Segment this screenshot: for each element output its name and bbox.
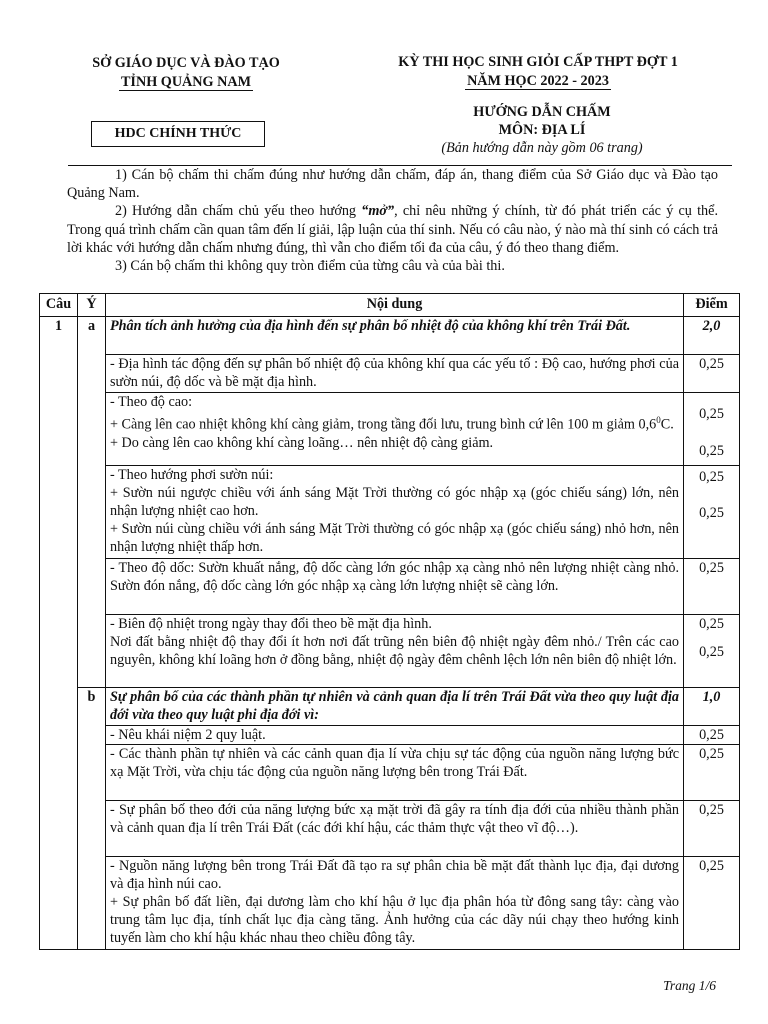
points-cell: 0,25 [684,857,740,950]
points-cell: 0,25 0,25 [684,615,740,688]
part-a-row-3: - Theo hướng phơi sườn núi: + Sườn núi ngược chiều với ánh sáng Mặt Trời thường có góc nhập xạ (góc chiếu sáng) lớn, nên nhận lượng nhiệt cao hơn. + Sườn núi cùng chiều với ánh sáng Mặt Trời thường có góc nhập xạ (góc chiếu sáng) nhỏ hơn, nên nhận lượng nhiệt thấp hơn. [106,466,684,559]
points-cell: 0,25 [684,745,740,801]
col-header-content: Nội dung [106,294,684,317]
part-b-row-1: - Nêu khái niệm 2 quy luật. [106,726,684,745]
table-row [40,745,740,801]
part-a-row-4: - Theo độ dốc: Sườn khuất nắng, độ dốc càng lớn góc nhập xạ càng nhỏ nên lượng nhiệt càng nhỏ. Sườn đón nắng, độ dốc càng lớn góc nhập xạ càng lớn lượng nhiệt sẽ càng lớn. [106,559,684,615]
official-badge: HDC CHÍNH THỨC [91,121,265,147]
grading-table [39,293,740,950]
part-a-title: Phân tích ảnh hưởng của địa hình đến sự phân bố nhiệt độ của không khí trên Trái Đất. [106,317,684,355]
subject-title: MÔN: ĐỊA LÍ [498,122,586,138]
exam-name: KỲ THI HỌC SINH GIỎI CẤP THPT ĐỢT 1 [398,54,678,70]
part-a-row-5: - Biên độ nhiệt trong ngày thay đổi theo bề mặt địa hình. Nơi đất bằng nhiệt độ thay đổi ít hơn nơi đất trũng nên biên độ nhiệt ngày đêm nhỏ./ Trên các cao nguyên, không khí loãng hơn ở đồng bằng, nhiệt độ ngày đêm chênh lệch lớn nên biên độ nhiệt lớn. [106,615,684,688]
instruction-3: 3) Cán bộ chấm thi không quy tròn điểm của từng câu và của bài thi. [115,258,505,275]
province-name: TỈNH QUẢNG NAM [120,74,252,90]
question-number: 1 [40,317,78,950]
table-row [40,615,740,688]
grading-instructions [67,166,718,275]
table-row [40,857,740,950]
part-b-title: Sự phân bố của các thành phần tự nhiên và cảnh quan địa lí trên Trái Đất vừa theo quy luật địa đới vừa theo quy luật phi địa đới vì: [106,688,684,726]
table-row [40,801,740,857]
table-row [40,466,740,559]
table-row [40,688,740,726]
instruction-1: 1) Cán bộ chấm thi chấm đúng như hướng dẫn chấm, đáp án, thang điểm của Sở Giáo dục và Đào tạo Quảng Nam. [67,167,718,202]
exam-header [358,53,718,91]
part-a-total-points: 2,0 [684,317,740,355]
part-b-total-points: 1,0 [684,688,740,726]
table-row [40,393,740,466]
guide-heading [372,103,712,157]
part-b-row-3: - Sự phân bố theo đới của năng lượng bức xạ mặt trời đã gây ra tính địa đới của nhiều thành phần và cảnh quan địa lí trên Trái Đất (các đới khí hậu, các thảm thực vật theo vĩ độ…). [106,801,684,857]
points-cell: 0,25 [684,801,740,857]
part-a-row-1: - Địa hình tác động đến sự phân bố nhiệt độ của không khí qua các yếu tố : Độ cao, hướng phơi của sườn núi, độ dốc và bề mặt địa hình. [106,355,684,393]
department-header [68,54,304,92]
points-cell: 0,25 [684,355,740,393]
points-cell: 0,25 0,25 [684,393,740,466]
table-row [40,559,740,615]
col-header-points: Điểm [684,294,740,317]
part-a-label: a [78,317,106,688]
table-row [40,317,740,355]
part-b-label: b [78,688,106,950]
points-cell: 0,25 [684,559,740,615]
table-row [40,355,740,393]
pages-note: (Bản hướng dẫn này gồm 06 trang) [441,140,643,156]
department-name: SỞ GIÁO DỤC VÀ ĐÀO TẠO [92,55,280,71]
instruction-2: 2) Hướng dẫn chấm chủ yếu theo hướng “mở”, chỉ nêu những ý chính, từ đó phát triển các ý cụ thể. Trong quá trình chấm cần quan tâm đến lí giải, lập luận của thí sinh. Nếu có câu nào, ý nào mà thí sinh có cách trả lời khác với hướng dẫn chấm nhưng đúng, thì vẫn cho điểm tối đa của câu, ý đó theo thang điểm. [67,203,718,256]
school-year: NĂM HỌC 2022 - 2023 [467,73,609,89]
col-header-cau: Câu [40,294,78,317]
page-number: Trang 1/6 [663,978,716,993]
table-header-row [40,294,740,317]
col-header-y: Ý [78,294,106,317]
points-cell: 0,25 [684,726,740,745]
part-a-row-2: - Theo độ cao: + Càng lên cao nhiệt không khí càng giảm, trong tầng đối lưu, trung bình cứ lên 100 m giảm $0,6^0C$. + Do càng lên cao không khí càng loãng… nên nhiệt độ càng giảm. [106,393,684,466]
part-b-row-2: - Các thành phần tự nhiên và các cảnh quan địa lí vừa chịu sự tác động của nguồn năng lượng bức xạ Mặt Trời, vừa chịu tác động của nguồn năng lượng bên trong Trái Đất. [106,745,684,801]
part-b-row-4: - Nguồn năng lượng bên trong Trái Đất đã tạo ra sự phân chia bề mặt đất thành lục địa, đại dương và địa hình núi cao. + Sự phân bố đất liền, đại dương làm cho khí hậu ở lục địa phân hóa từ đông sang tây: càng vào trung tâm lục địa, tính chất lục địa càng tăng. Ảnh hưởng của các dãy núi chạy theo hướng kinh tuyến làm cho khí hậu khác nhau theo chiều đông tây. [106,857,684,950]
guide-title: HƯỚNG DẪN CHẤM [473,104,611,120]
points-cell: 0,25 0,25 [684,466,740,559]
table-row [40,726,740,745]
